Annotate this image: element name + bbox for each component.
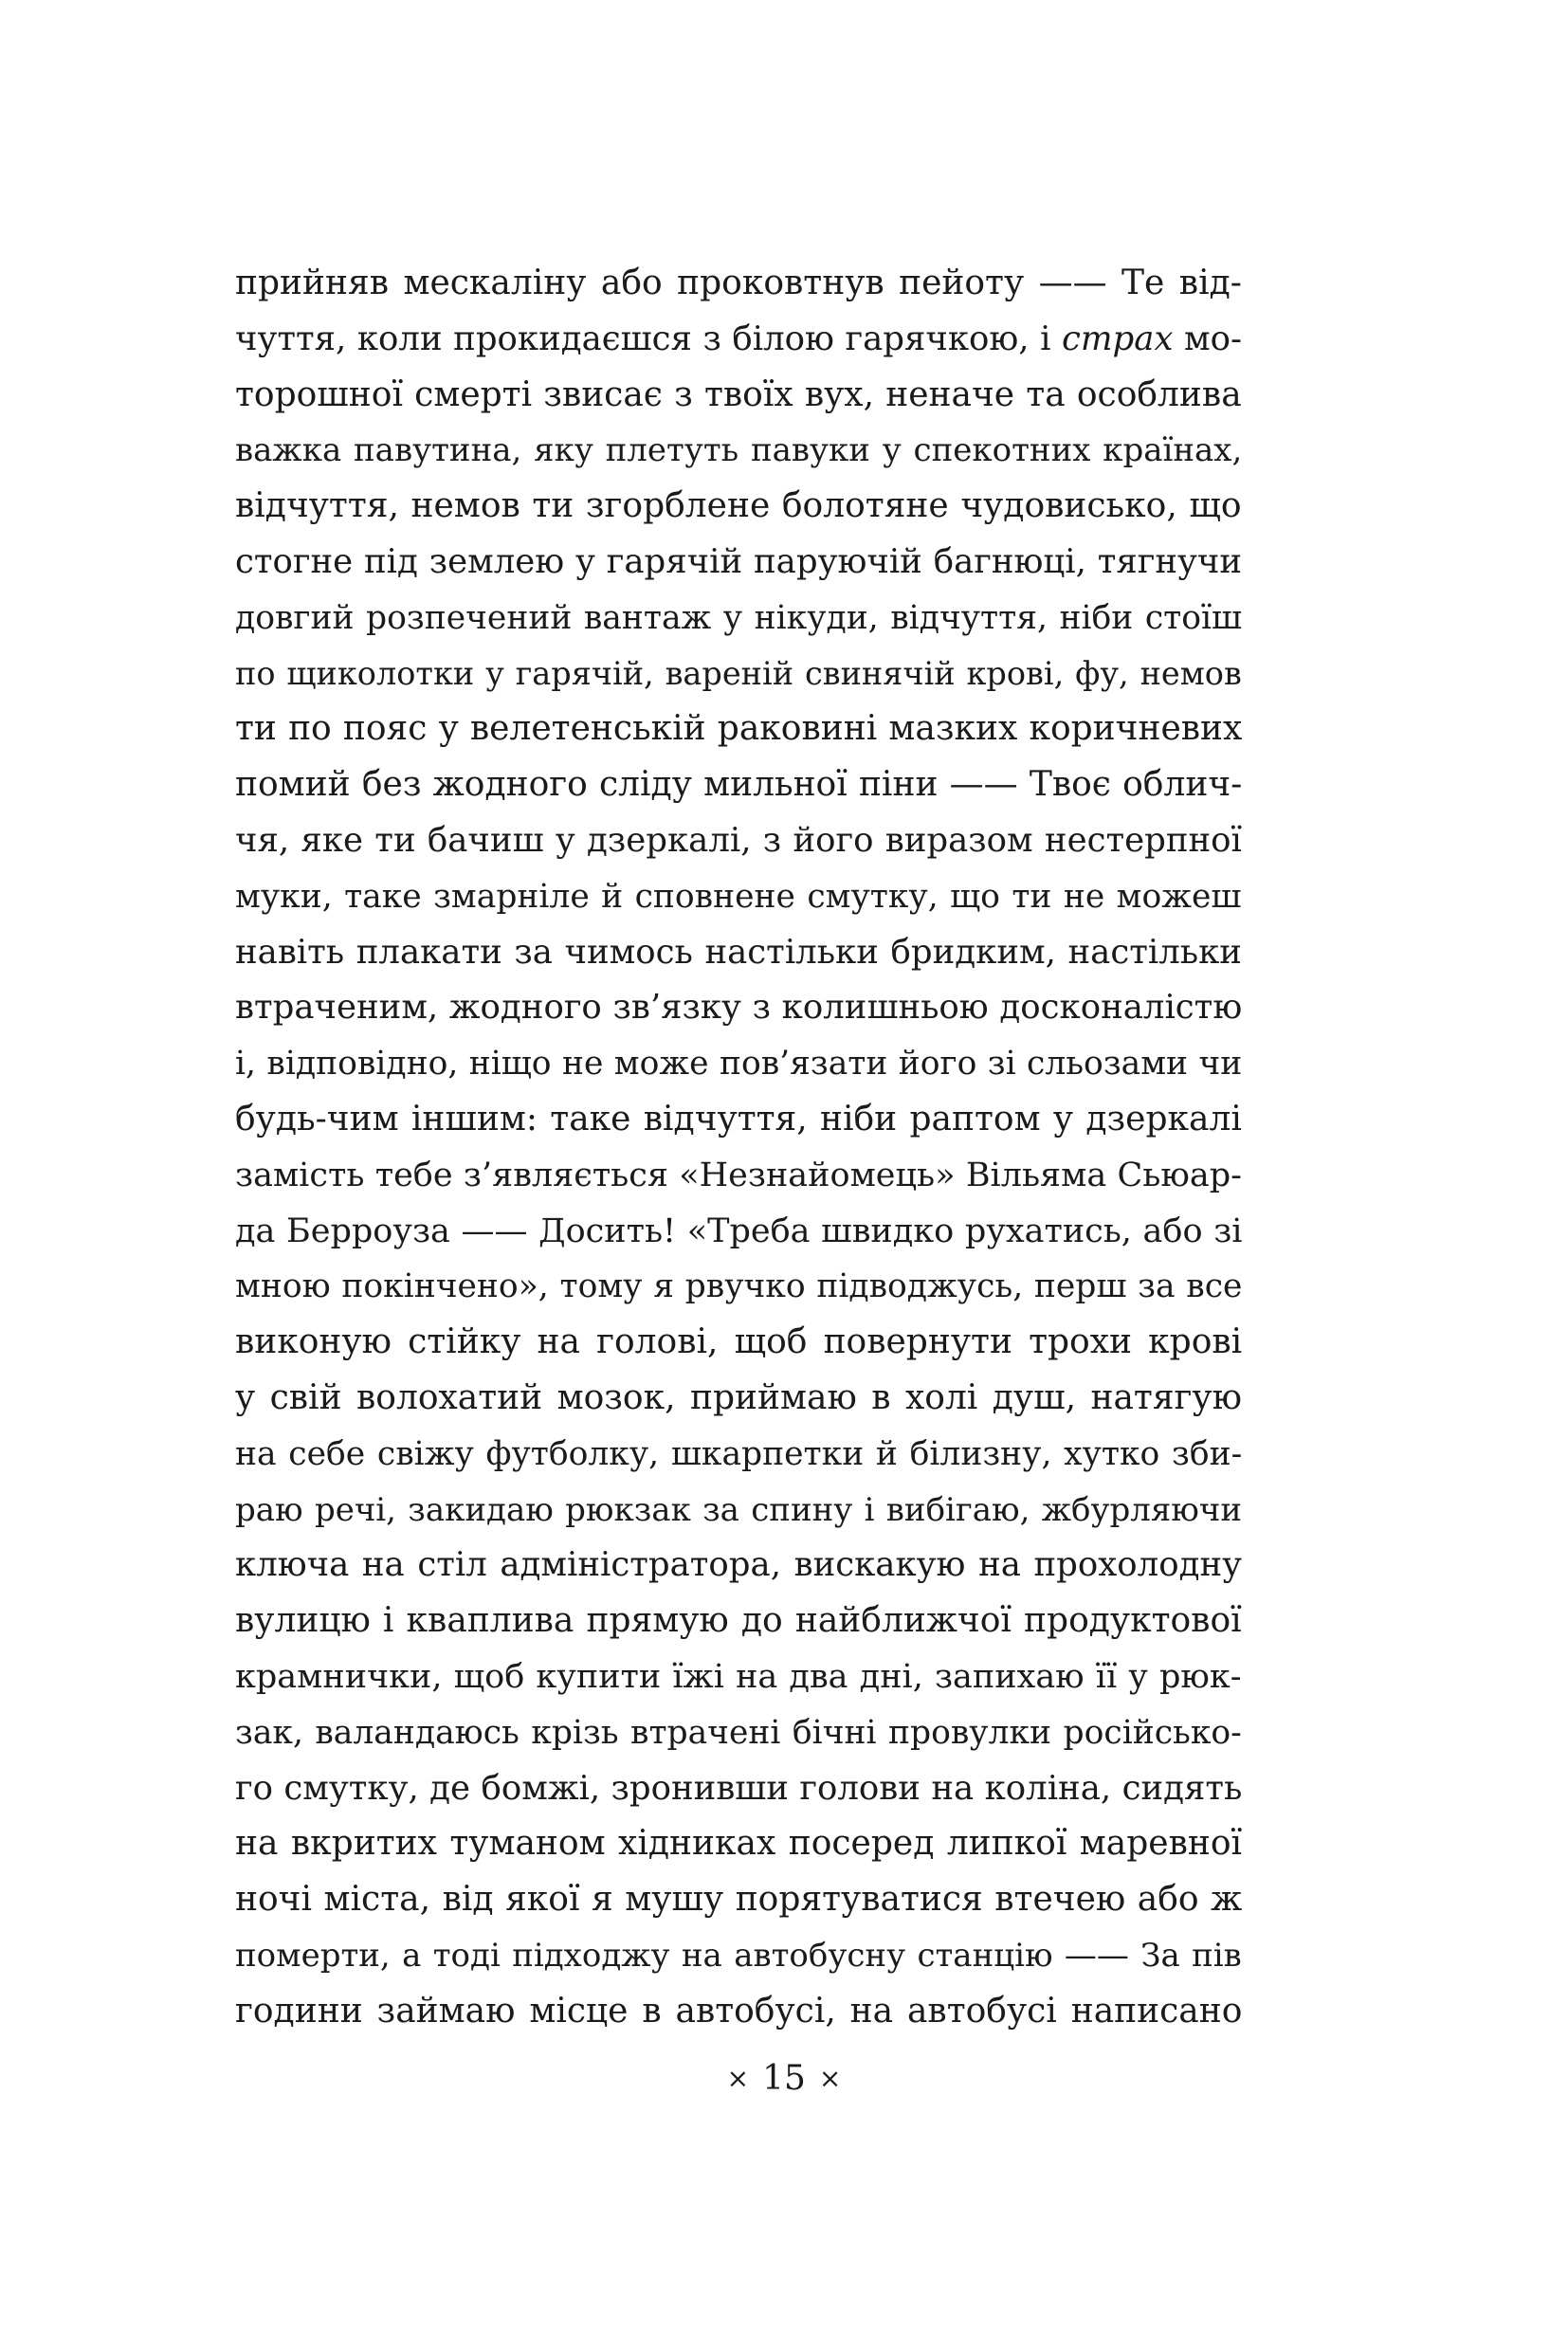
text-line-segment: ночі міста, від якої я мушу порятуватися втечею або ж: [235, 1880, 1243, 1920]
text-line: [235, 1816, 1242, 1872]
text-line-segment: чуття, коли прокидаєшся з білою гарячкою, і: [235, 319, 1063, 358]
text-line-segment: ти по пояс у велетенській раковині мазких коричневих: [235, 709, 1243, 749]
text-line: [235, 1204, 1242, 1260]
page-number: 15: [762, 2059, 806, 2098]
text-line-segment: на вкритих туманом хідниках посеред липкої маревної: [235, 1824, 1243, 1864]
text-line-segment: вулицю і кваплива прямую до найближчої продуктової: [235, 1601, 1242, 1641]
text-line-segment: години займаю місце в автобусі, на автобусі написано: [235, 1991, 1243, 2031]
text-line-segment: да Берроуза —— Досить! «Треба швидко рухатись, або зі: [235, 1211, 1243, 1250]
text-line: [235, 1483, 1242, 1539]
text-line-segment: важка павутина, яку плетуть павуки у спекотних країнах,: [235, 431, 1243, 470]
text-line-segment: помий без жодного сліду мильної піни —— Твоє облич-: [235, 765, 1243, 805]
text-line: [235, 479, 1242, 535]
text-line: [235, 757, 1242, 813]
text-line: [235, 256, 1242, 312]
text-line-segment: по щиколотки у гарячій, вареній свинячій крові, фу, немов: [235, 654, 1242, 692]
text-line-segment: виконую стійку на голові, щоб повернути трохи крові: [235, 1322, 1243, 1362]
text-line: [235, 869, 1242, 925]
text-line-segment: го смутку, де бомжі, зронивши голови на коліна, сидять: [235, 1768, 1243, 1808]
text-line: [235, 1872, 1242, 1928]
text-line-segment: прийняв мескаліну або проковтнув пейоту —— Те від-: [235, 264, 1242, 302]
text-line: [235, 535, 1242, 591]
text-line: [235, 1036, 1242, 1092]
text-line-segment: і, відповідно, ніщо не може пов’язати його зі сльозами чи: [235, 1045, 1243, 1084]
text-line: [235, 1427, 1242, 1483]
text-line-segment: зак, валандаюсь крізь втрачені бічні провулки російсько-: [235, 1713, 1242, 1752]
text-line: [235, 1705, 1242, 1761]
text-line-segment: померти, а тоді підходжу на автобусну станцію —— За пів: [235, 1936, 1242, 1975]
text-line-segment: відчуття, немов ти згорблене болотяне чудовисько, що: [235, 486, 1242, 526]
footer-ornament-right: ×: [818, 2063, 842, 2094]
text-line-segment: мною покінчено», тому я рвучко підводжусь, перш за все: [235, 1267, 1243, 1306]
text-line: [235, 1371, 1242, 1427]
text-line-segment: на себе свіжу футболку, шкарпетки й білизну, хутко зби-: [235, 1434, 1243, 1473]
text-line: [235, 980, 1242, 1036]
text-line-segment: замість тебе з’являється «Незнайомець» Вільяма Сьюар-: [235, 1156, 1242, 1194]
text-line: [235, 701, 1242, 757]
text-line: [235, 312, 1242, 368]
body-text: [235, 256, 1242, 2040]
text-line-segment: стогне під землею у гарячій паруючій багнюці, тягнучи: [235, 541, 1243, 581]
emphasized-word: страх: [1062, 319, 1174, 358]
text-line: [235, 368, 1242, 424]
page-footer: [0, 2055, 1568, 2104]
text-line-segment: навіть плакати за чимось настільки бридким, настільки: [235, 932, 1242, 972]
text-line-segment: будь-чим іншим: таке відчуття, ніби раптом у дзеркалі: [235, 1099, 1242, 1139]
text-line: [235, 1259, 1242, 1315]
text-line-segment: крамнички, щоб купити їжі на два дні, запихаю її у рюк-: [235, 1657, 1242, 1696]
text-line: [235, 1761, 1242, 1817]
text-line: [235, 1538, 1242, 1594]
text-line: [235, 1315, 1242, 1371]
text-line: [235, 423, 1242, 479]
text-line: [235, 1928, 1242, 1984]
footer-ornament-left: ×: [726, 2063, 750, 2094]
text-line-segment: у свій волохатий мозок, приймаю в холі душ, натягую: [235, 1377, 1242, 1417]
text-line-segment: чя, яке ти бачиш у дзеркалі, з його виразом нестерпної: [235, 820, 1242, 860]
text-line: [235, 925, 1242, 981]
text-line: [235, 813, 1242, 869]
text-line-segment: мо-: [1173, 319, 1242, 358]
text-line: [235, 1148, 1242, 1204]
text-line-segment: довгий розпечений вантаж у нікуди, відчуття, ніби стоїш: [235, 598, 1243, 637]
text-line: [235, 1984, 1242, 2040]
text-line: [235, 647, 1242, 702]
text-line: [235, 1594, 1242, 1649]
text-line: [235, 1092, 1242, 1148]
text-line-segment: втраченим, жодного зв’язку з колишньою досконалістю: [235, 988, 1243, 1028]
text-line-segment: раю речі, закидаю рюкзак за спину і вибігаю, жбурляючи: [235, 1490, 1243, 1529]
text-line-segment: торошної смерті звисає з твоїх вух, неначе та особлива: [235, 374, 1242, 414]
text-line: [235, 591, 1242, 647]
text-line: [235, 1649, 1242, 1705]
text-line-segment: ключа на стіл адміністратора, вискакую на прохолодну: [235, 1545, 1242, 1585]
text-line-segment: муки, таке змарніле й сповнене смутку, що ти не можеш: [235, 877, 1242, 916]
